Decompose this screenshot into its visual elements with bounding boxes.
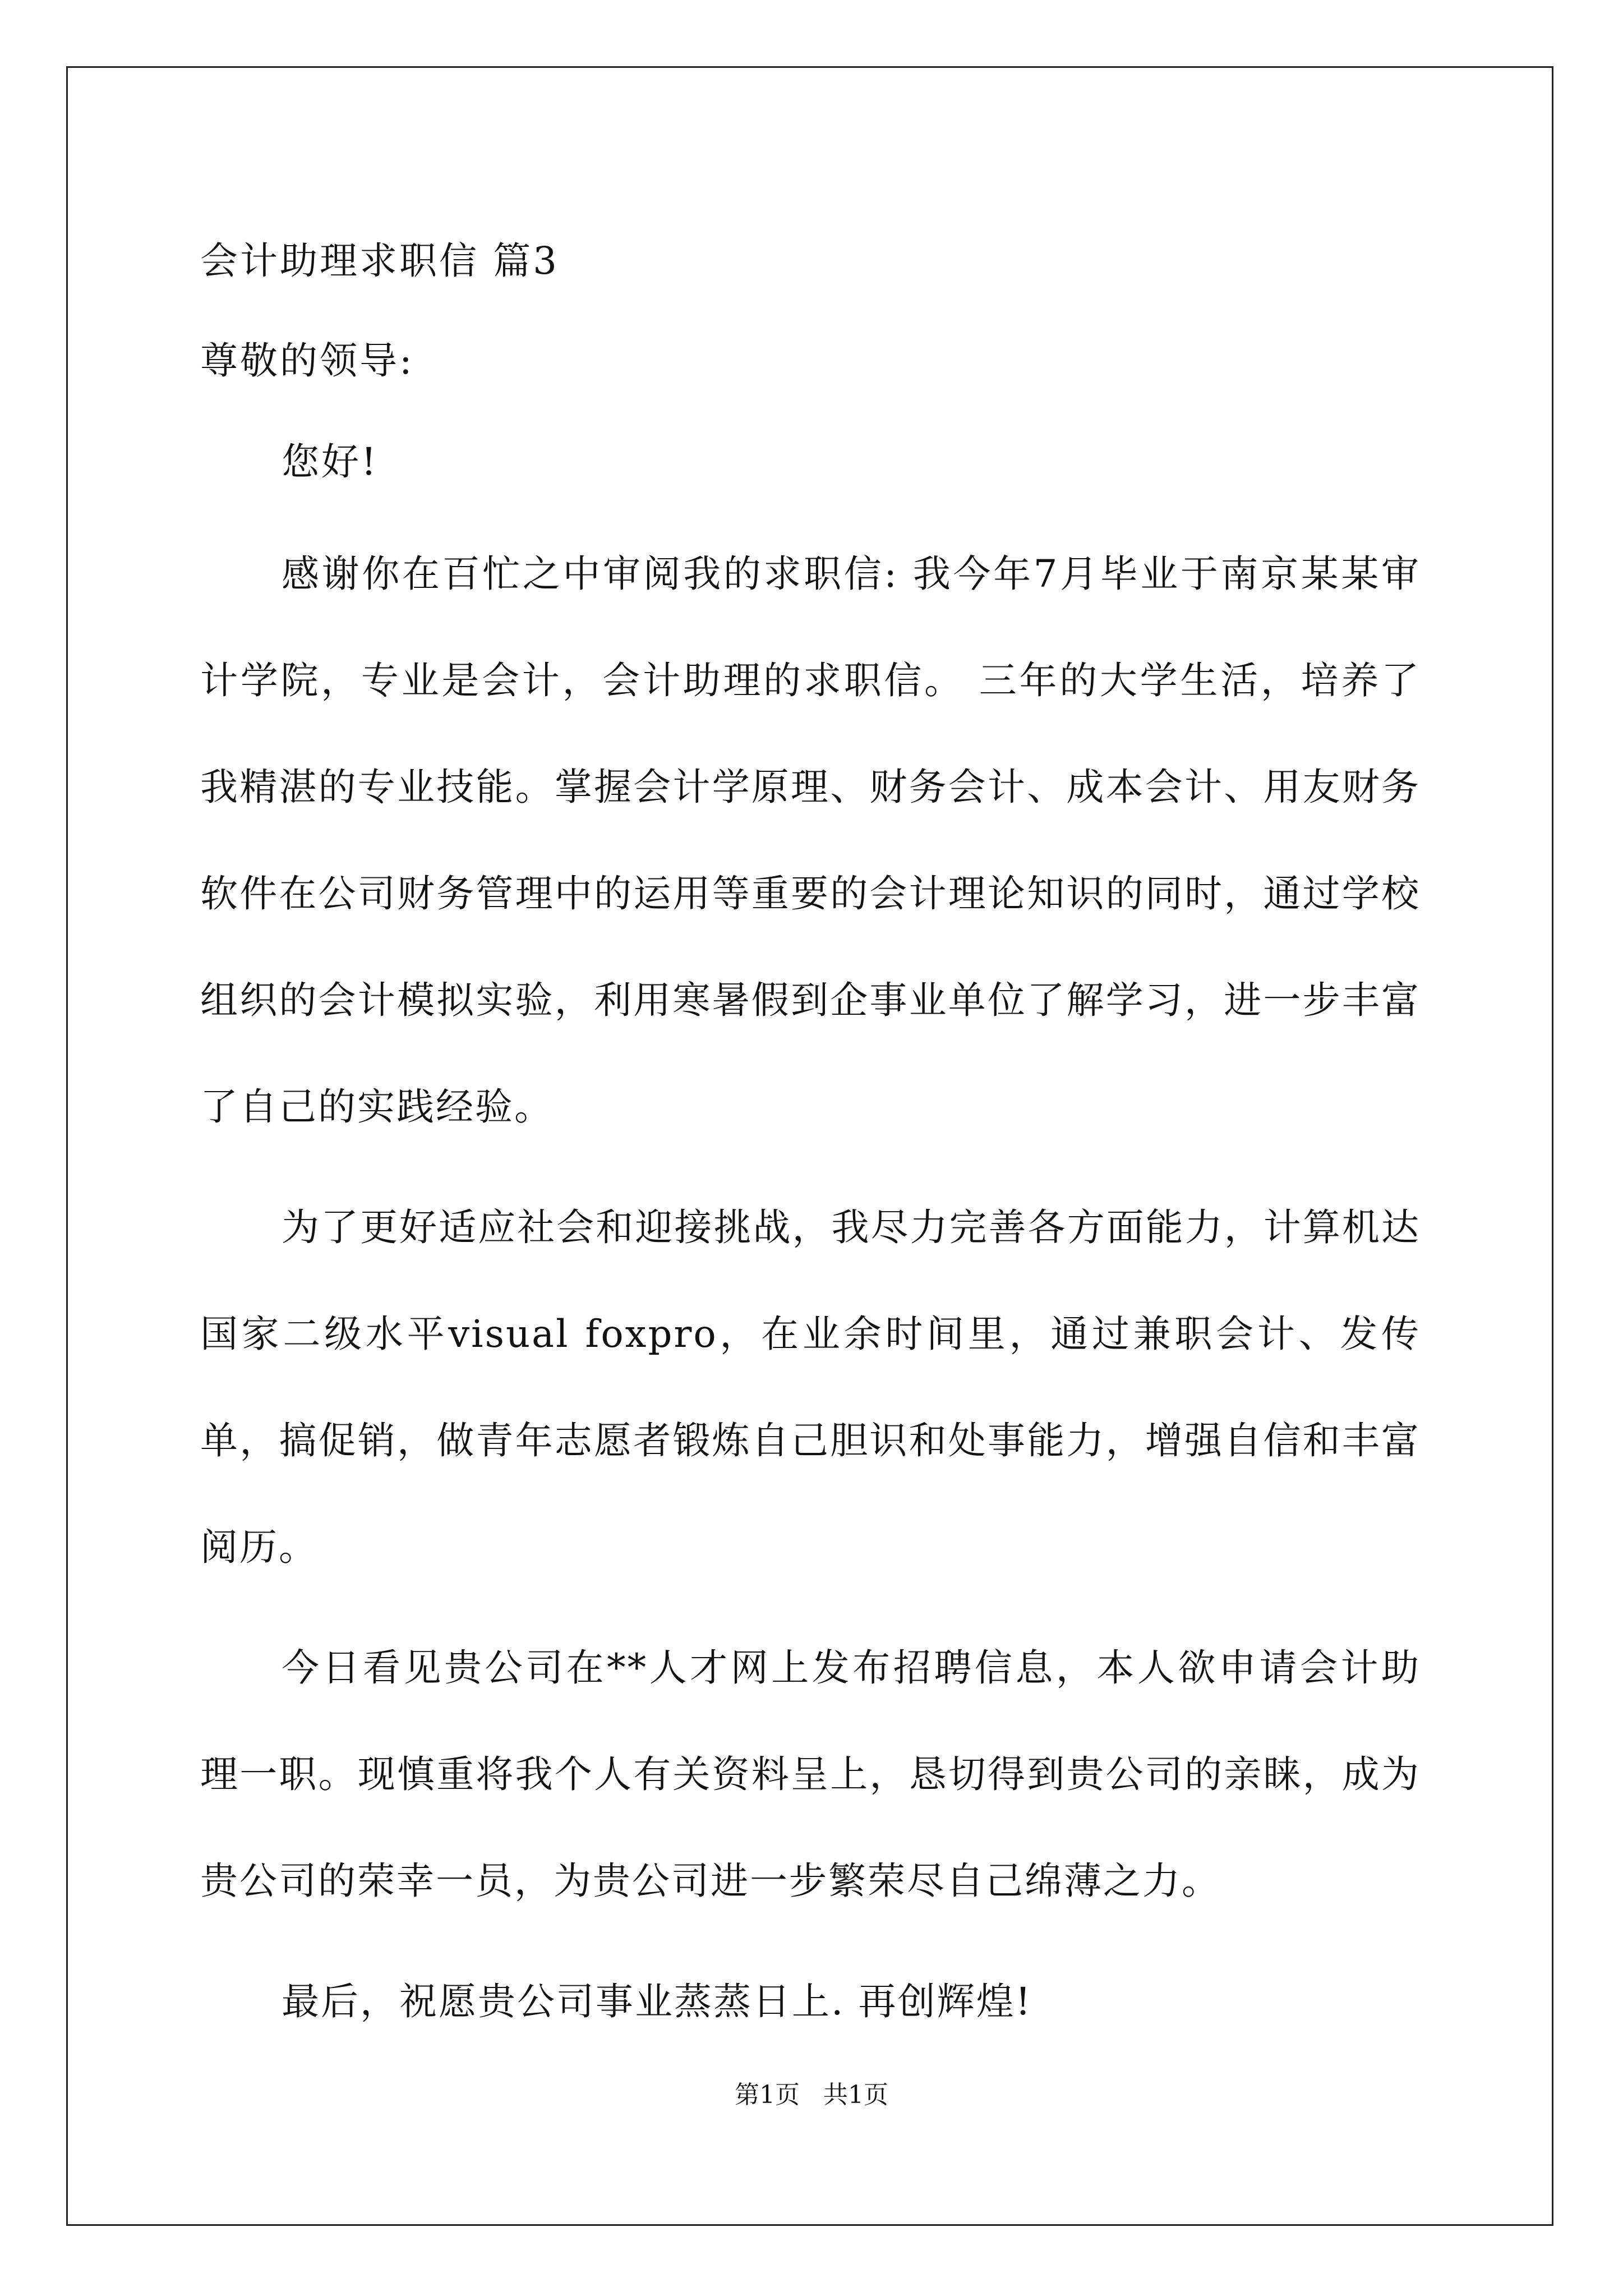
letter-body (200, 216, 1421, 2055)
closing-line: 最后，祝愿贵公司事业蒸蒸日上. 再创辉煌! (282, 1980, 1032, 2023)
greeting: 您好! (282, 440, 379, 484)
paragraph-education: 感谢你在百忙之中审阅我的求职信: 我今年7月毕业于南京某某审计学院，专业是会计，会计助理的求职信。 三年的大学生活，培养了我精湛的专业技能。掌握会计学原理、财务会计、成本会计、用友财务软件在公司财务管理中的运用等重要的会计理论知识的同时，通过学校组织的会计模拟实验，利用寒暑假到企事业单位了解学习，进一步丰富了自己的实践经验。 (200, 552, 1421, 1129)
paragraph-skills: 为了更好适应社会和迎接挑战，我尽力完善各方面能力，计算机达国家二级水平visual foxpro，在业余时间里，通过兼职会计、发传单，搞促销，做青年志愿者锻炼自己胆识和处事能力，增强自信和丰富阅历。 (200, 1205, 1421, 1569)
paragraph-application: 今日看见贵公司在**人才网上发布招聘信息，本人欲申请会计助理一职。现慎重将我个人有关资料呈上，恳切得到贵公司的亲睐，成为贵公司的荣幸一员，为贵公司进一步繁荣尽自己绵薄之力。 (200, 1646, 1421, 1903)
page-footer: 第1页 共1页 (735, 2081, 888, 2109)
document-title: 会计助理求职信 篇3 (200, 239, 559, 283)
salutation: 尊敬的领导: (200, 339, 414, 383)
